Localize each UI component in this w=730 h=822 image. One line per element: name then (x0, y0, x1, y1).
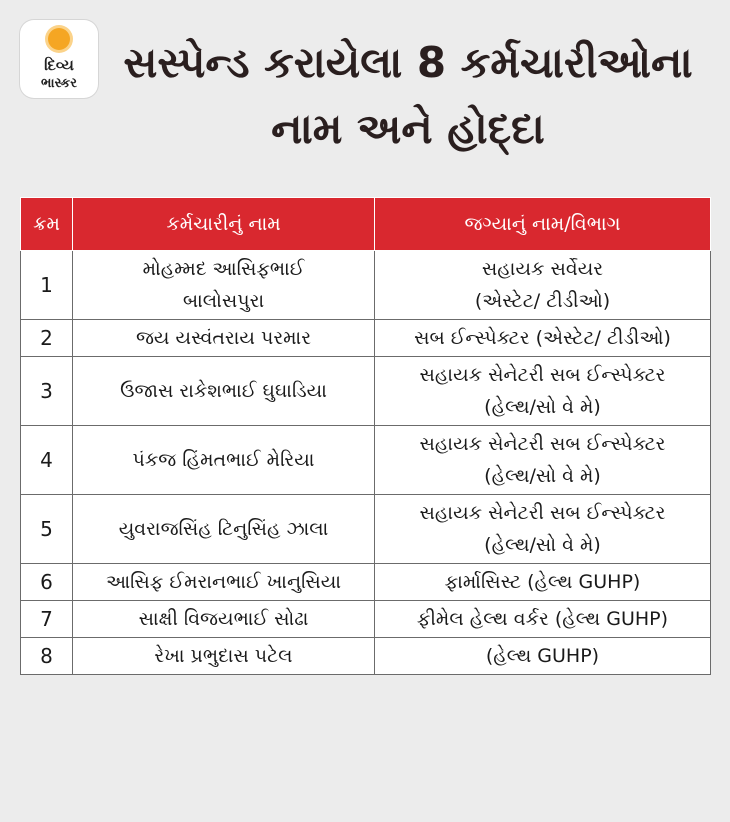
post-line: સહાયક સર્વેયર (481, 258, 604, 280)
post-line: (હેલ્થ/સો વે મે) (484, 465, 601, 487)
post-line: સબ ઈન્સ્પેક્ટર (એસ્ટેટ/ ટીડીઓ) (414, 327, 671, 349)
row-employee-name (73, 495, 375, 564)
table-row (21, 564, 711, 601)
row-employee-name (73, 426, 375, 495)
brand-logo (20, 20, 98, 98)
title-line2: નામ અને હોદ્દા (271, 104, 545, 153)
row-employee-name (73, 320, 375, 357)
table-header-row (21, 198, 711, 251)
row-serial: 7 (21, 601, 73, 638)
table-body (21, 251, 711, 675)
row-serial: 2 (21, 320, 73, 357)
post-line: (હેલ્થ/સો વે મે) (484, 534, 601, 556)
row-post-department (375, 601, 711, 638)
row-post-department (375, 638, 711, 675)
employee-name-line: રેખા પ્રભુદાસ પટેલ (154, 645, 293, 667)
table-row (21, 251, 711, 320)
post-line: સહાયક સેનેટરી સબ ઈન્સ્પેક્ટર (419, 433, 666, 455)
post-line: (હેલ્થ/સો વે મે) (484, 396, 601, 418)
row-employee-name (73, 357, 375, 426)
post-line: ફાર્માસિસ્ટ (હેલ્થ GUHP) (444, 571, 641, 593)
employee-name-line: મોહમ્મદ આસિફભાઈ (142, 258, 305, 280)
row-post-department (375, 426, 711, 495)
row-employee-name (73, 251, 375, 320)
row-serial: 8 (21, 638, 73, 675)
employee-table (20, 197, 711, 675)
post-line: સહાયક સેનેટરી સબ ઈન્સ્પેક્ટર (419, 502, 666, 524)
header-employee-name: કર્મચારીનું નામ (73, 198, 375, 251)
employee-name-line: આસિફ ઈમરાનભાઈ ખાનુસિયા (105, 571, 342, 593)
table-row (21, 638, 711, 675)
post-line: સહાયક સેનેટરી સબ ઈન્સ્પેક્ટર (419, 364, 666, 386)
logo-text-line1: દિવ્ય (44, 56, 74, 74)
row-serial: 5 (21, 495, 73, 564)
employee-name-line: યુવરાજસિંહ ટિનુસિંહ ઝાલા (118, 518, 329, 540)
employee-name-line: જય યસ્વંતરાય પરમાર (135, 327, 312, 349)
logo-text-line2: ભાસ્કર (41, 76, 77, 91)
row-post-department (375, 251, 711, 320)
header-post-department: જગ્યાનું નામ/વિભાગ (375, 198, 711, 251)
table-row (21, 320, 711, 357)
row-post-department (375, 495, 711, 564)
table-row (21, 426, 711, 495)
table-row (21, 495, 711, 564)
header-serial: ક્રમ (21, 198, 73, 251)
row-employee-name (73, 638, 375, 675)
post-line: (હેલ્થ GUHP) (485, 645, 600, 667)
employee-name-line: પંકજ હિંમતભાઈ મેરિયા (132, 449, 315, 471)
employee-name-line: બાલોસપુરા (182, 290, 265, 312)
page-title (118, 30, 698, 162)
employee-name-line: સાક્ષી વિજયભાઈ સોઢા (138, 608, 309, 630)
row-employee-name (73, 564, 375, 601)
row-post-department (375, 564, 711, 601)
post-line: ફીમેલ હેલ્થ વર્કર (હેલ્થ GUHP) (416, 608, 669, 630)
row-post-department (375, 357, 711, 426)
table-row (21, 601, 711, 638)
table-row (21, 357, 711, 426)
row-post-department (375, 320, 711, 357)
row-serial: 3 (21, 357, 73, 426)
sun-icon (48, 28, 70, 50)
row-serial: 4 (21, 426, 73, 495)
row-serial: 6 (21, 564, 73, 601)
row-employee-name (73, 601, 375, 638)
title-line1: સસ્પેન્ડ કરાયેલા 8 કર્મચારીઓના (123, 38, 693, 87)
employee-name-line: ઉજાસ રાકેશભાઈ ઘુઘાડિયા (120, 380, 327, 402)
post-line: (એસ્ટેટ/ ટીડીઓ) (474, 290, 611, 312)
row-serial: 1 (21, 251, 73, 320)
